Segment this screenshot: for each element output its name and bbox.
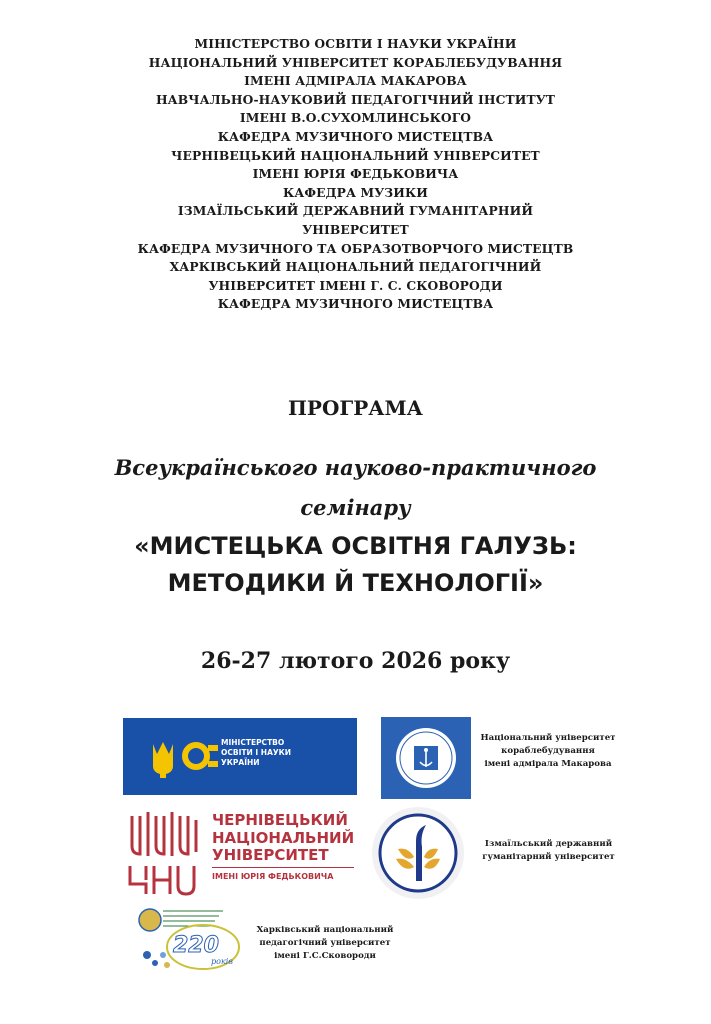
caption-line: Харківський національний bbox=[256, 925, 394, 935]
nuk-caption bbox=[478, 732, 618, 771]
seminar-subtitle bbox=[0, 448, 711, 528]
idgu-caption bbox=[481, 838, 616, 864]
ministry-logo-text bbox=[221, 738, 291, 768]
caption-line: кораблебудування bbox=[501, 746, 595, 756]
program-heading: ПРОГРАМА bbox=[288, 396, 423, 420]
ministry-logo bbox=[123, 718, 357, 795]
header-line: ІЗМАЇЛЬСЬКИЙ ДЕРЖАВНИЙ ГУМАНІТАРНИЙ bbox=[177, 203, 534, 219]
event-date: 26-27 лютого 2026 року bbox=[200, 648, 511, 674]
seminar-line-1: Всеукраїнського науково-практичного bbox=[114, 455, 597, 480]
title-line-2: МЕТОДИКИ Й ТЕХНОЛОГІЇ» bbox=[167, 569, 544, 597]
chnu-emblem-icon bbox=[124, 806, 208, 898]
caption-line: імені адмірала Макарова bbox=[484, 759, 612, 769]
header-line: НАВЧАЛЬНО-НАУКОВИЙ ПЕДАГОГІЧНИЙ ІНСТИТУТ bbox=[155, 91, 556, 107]
seminar-title bbox=[0, 528, 711, 602]
chnu-name bbox=[212, 812, 354, 865]
title-line-1: «МИСТЕЦЬКА ОСВІТНЯ ГАЛУЗЬ: bbox=[134, 532, 577, 560]
header-line: КАФЕДРА МУЗИКИ bbox=[283, 184, 428, 200]
nuk-logo bbox=[381, 717, 471, 799]
header-line: ІМЕНІ АДМІРАЛА МАКАРОВА bbox=[244, 73, 467, 89]
ministry-text-line: УКРАЇНИ bbox=[221, 758, 260, 767]
chnu-name-line: УНІВЕРСИТЕТ bbox=[212, 846, 329, 864]
caption-line: гуманітарний університет bbox=[482, 852, 615, 862]
header-line: УНІВЕРСИТЕТ ІМЕНІ Г. С. СКОВОРОДИ bbox=[208, 277, 503, 293]
header-line: ХАРКІВСЬКИЙ НАЦІОНАЛЬНИЙ ПЕДАГОГІЧНИЙ bbox=[169, 259, 542, 275]
chnu-subtitle: ІМЕНІ ЮРІЯ ФЕДЬКОВИЧА bbox=[212, 872, 334, 881]
ministry-text-line: ОСВІТИ І НАУКИ bbox=[221, 748, 292, 757]
header-line: ІМЕНІ В.О.СУХОМЛИНСЬКОГО bbox=[239, 110, 472, 126]
header-line: ІМЕНІ ЮРІЯ ФЕДЬКОВИЧА bbox=[252, 166, 459, 182]
caption-line: Ізмаїльський державний bbox=[484, 839, 613, 849]
hnpu-anniversary-logo bbox=[133, 905, 243, 980]
caption-line: Національний університет bbox=[480, 733, 616, 743]
header-line: КАФЕДРА МУЗИЧНОГО ТА ОБРАЗОТВОРЧОГО МИСТЕЦТВ bbox=[137, 240, 574, 256]
caption-line: імені Г.С.Сковороди bbox=[274, 951, 376, 961]
caption-line: педагогічний університет bbox=[259, 938, 391, 948]
anniversary-number: 220 bbox=[173, 933, 219, 958]
divider bbox=[212, 867, 354, 868]
header-line: НАЦІОНАЛЬНИЙ УНІВЕРСИТЕТ КОРАБЛЕБУДУВАННЯ bbox=[148, 54, 563, 70]
header-line: УНІВЕРСИТЕТ bbox=[302, 221, 409, 237]
chnu-logo bbox=[124, 806, 364, 898]
organizers-header bbox=[0, 35, 711, 314]
idgu-emblem-icon bbox=[368, 803, 468, 903]
header-line: КАФЕДРА МУЗИЧНОГО МИСТЕЦТВА bbox=[217, 296, 494, 312]
anniversary-years: років bbox=[211, 957, 233, 966]
header-line: КАФЕДРА МУЗИЧНОГО МИСТЕЦТВА bbox=[217, 128, 494, 144]
chnu-name-line: НАЦІОНАЛЬНИЙ bbox=[212, 828, 355, 847]
trident-emblem-icon bbox=[123, 718, 221, 795]
ministry-text-line: МІНІСТЕРСТВО bbox=[221, 738, 285, 747]
header-line: ЧЕРНІВЕЦЬКИЙ НАЦІОНАЛЬНИЙ УНІВЕРСИТЕТ bbox=[171, 147, 540, 163]
header-line: МІНІСТЕРСТВО ОСВІТИ І НАУКИ УКРАЇНИ bbox=[194, 36, 517, 51]
idgu-logo bbox=[368, 803, 468, 903]
anchor-seal-icon bbox=[381, 717, 471, 799]
hnpu-caption bbox=[255, 924, 395, 963]
seminar-line-2: семінару bbox=[300, 495, 411, 520]
chnu-name-line: ЧЕРНІВЕЦЬКИЙ bbox=[212, 811, 348, 829]
